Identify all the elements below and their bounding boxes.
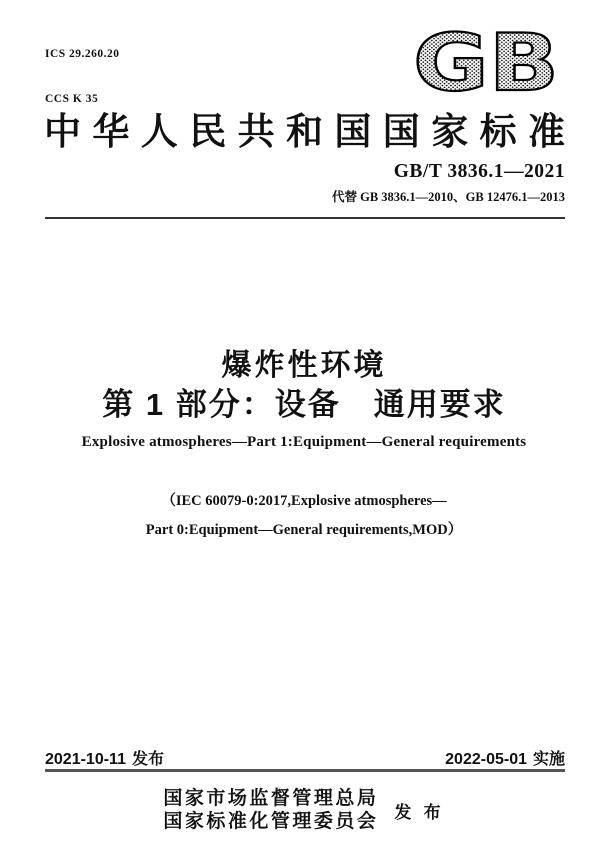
- national-standard-heading: 中华人民共和国国家标准: [44, 112, 565, 153]
- issue-date-group: [45, 746, 164, 769]
- iec-adoption-line1: （IEC 60079-0:2017,Explosive atmospheres—: [161, 493, 447, 509]
- standard-number: GB/T 3836.1—2021: [393, 161, 565, 182]
- gb-logo-graphic: [402, 26, 570, 96]
- gb-logo-text: GB: [413, 26, 559, 96]
- ccs-code: CCS K 35: [45, 93, 99, 105]
- publish-label: 发 布: [394, 802, 445, 822]
- implementation-date: 2022-05-01: [445, 751, 527, 768]
- header-rule: [45, 217, 565, 219]
- issue-date: 2021-10-11: [45, 751, 126, 768]
- title-chinese-line2: 第 1 部分：设备 通用要求: [102, 387, 506, 422]
- publisher-line1: 国家市场监督管理总局: [163, 788, 379, 809]
- title-chinese-line1: 爆炸性环境: [221, 349, 387, 382]
- publisher-block: [0, 787, 608, 833]
- replaces-note: 代替 GB 3836.1—2010、GB 12476.1—2013: [332, 190, 565, 204]
- iec-adoption-line2: Part 0:Equipment—General requirements,MOD）: [145, 521, 463, 538]
- implementation-date-group: [445, 746, 565, 769]
- standard-number-block: [332, 161, 565, 205]
- gb-logo: [402, 26, 570, 96]
- footer-rule: [45, 769, 565, 772]
- publisher-line2: 国家标准化管理委员会: [163, 811, 379, 832]
- issue-date-label: 发布: [131, 751, 164, 768]
- iec-adoption-note: [0, 487, 608, 544]
- dates-row: [45, 746, 565, 769]
- publisher-names: [163, 787, 378, 833]
- title-english: Explosive atmospheres—Part 1:Equipment—General requirements: [81, 434, 527, 450]
- implementation-date-label: 实施: [532, 751, 565, 768]
- ics-code: ICS 29.260.20: [45, 48, 120, 60]
